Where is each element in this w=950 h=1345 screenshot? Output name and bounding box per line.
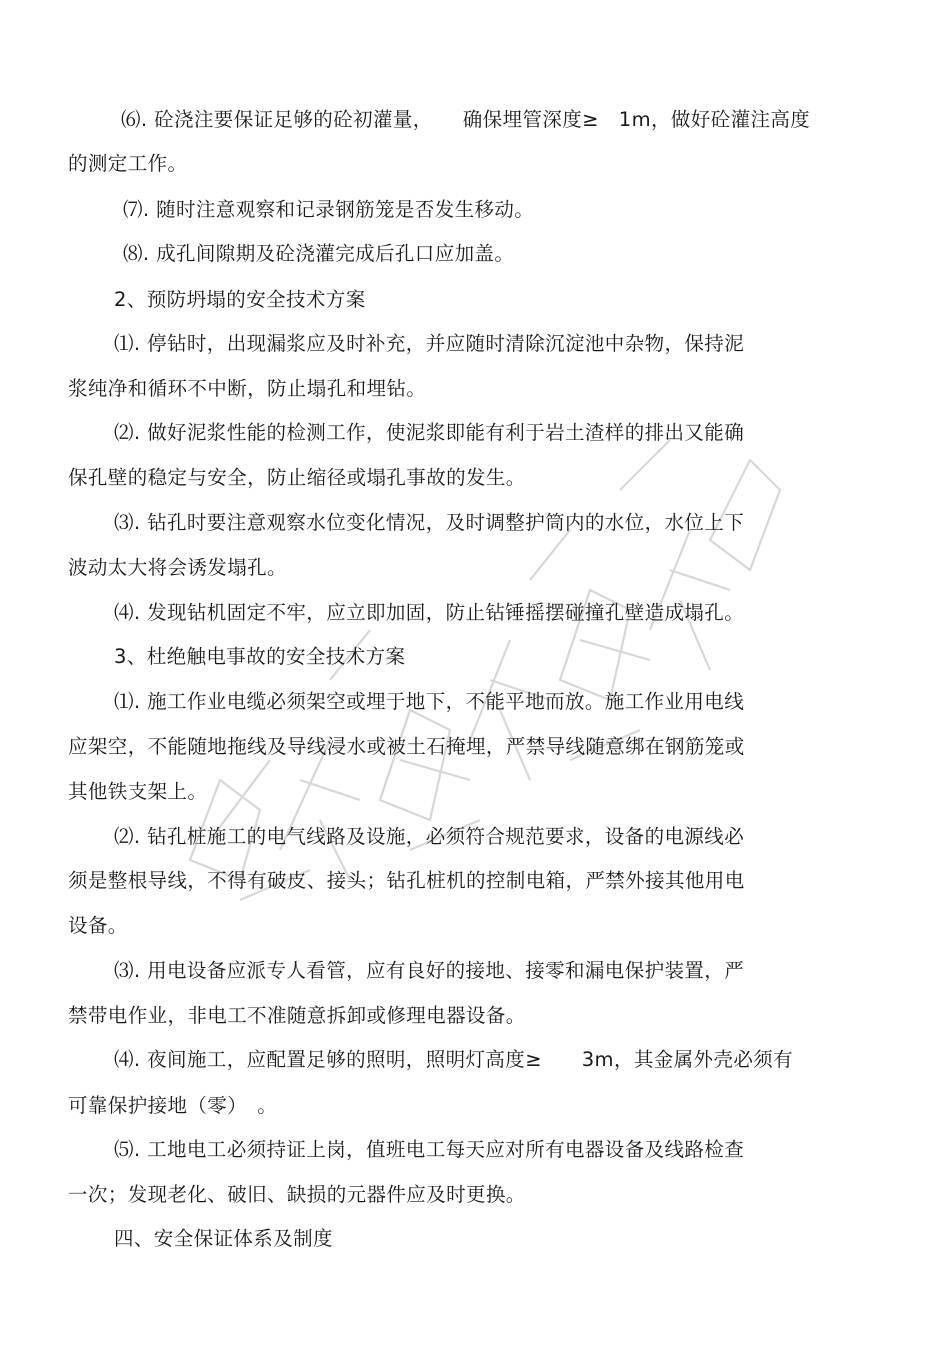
text-line: ⑻. 成孔间隙期及砼浇灌完成后孔口应加盖。 [123, 242, 515, 265]
text-line: 可靠保护接地（零） 。 [68, 1094, 278, 1117]
text-line: 禁带电作业，非电工不准随意拆卸或修理电器设备。 [68, 1004, 526, 1027]
text-line: ⑷. 发现钻机固定不牢，应立即加固，防止钻锤摇摆碰撞孔壁造成塌孔。 [114, 601, 745, 624]
text-line: 的测定工作。 [68, 152, 188, 175]
text-line: 应架空，不能随地拖线及导线浸水或被土石掩埋，严禁导线随意绑在钢筋笼或 [68, 735, 745, 758]
section-heading: 四、安全保证体系及制度 [114, 1227, 333, 1250]
section-heading: 2、预防坍塌的安全技术方案 [114, 288, 366, 311]
section-heading: 3、杜绝触电事故的安全技术方案 [114, 645, 406, 668]
text-line: 设备。 [68, 914, 128, 937]
text-line: ⑹. 砼浇注要保证足够的砼初灌量， 确保埋管深度≥ 1m，做好砼灌注高度 [121, 108, 811, 131]
text-line: 其他铁支架上。 [68, 780, 208, 803]
text-line: ⑷. 夜间施工，应配置足够的照明，照明灯高度≥ 3m，其金属外壳必须有 [114, 1048, 794, 1071]
text-line: 一次；发现老化、破旧、缺损的元器件应及时更换。 [68, 1183, 526, 1206]
text-line: 保孔壁的稳定与安全，防止缩径或塌孔事故的发生。 [68, 466, 526, 489]
text-line: ⑶. 钻孔时要注意观察水位变化情况，及时调整护筒内的水位，水位上下 [114, 511, 745, 534]
text-line: ⑴. 施工作业电缆必须架空或埋于地下，不能平地而放。施工作业用电线 [114, 690, 745, 713]
text-line: ⑺. 随时注意观察和记录钢筋笼是否发生移动。 [123, 198, 535, 221]
text-line: ⑵. 做好泥浆性能的检测工作，使泥浆即能有利于岩土渣样的排出又能确 [114, 421, 745, 444]
text-line: ⑶. 用电设备应派专人看管，应有良好的接地、接零和漏电保护装置，严 [114, 959, 745, 982]
text-line: ⑴. 停钻时，出现漏浆应及时补充，并应随时清除沉淀池中杂物，保持泥 [114, 332, 745, 355]
text-line: 须是整根导线，不得有破皮、接头；钻孔桩机的控制电箱，严禁外接其他用电 [68, 869, 745, 892]
text-line: ⑵. 钻孔桩施工的电气线路及设施，必须符合规范要求，设备的电源线必 [114, 825, 745, 848]
text-line: ⑸. 工地电工必须持证上岗，值班电工每天应对所有电器设备及线路检查 [114, 1138, 745, 1161]
text-line: 浆纯净和循环不中断，防止塌孔和埋钻。 [68, 377, 427, 400]
text-line: 波动太大将会诱发塌孔。 [68, 556, 287, 579]
